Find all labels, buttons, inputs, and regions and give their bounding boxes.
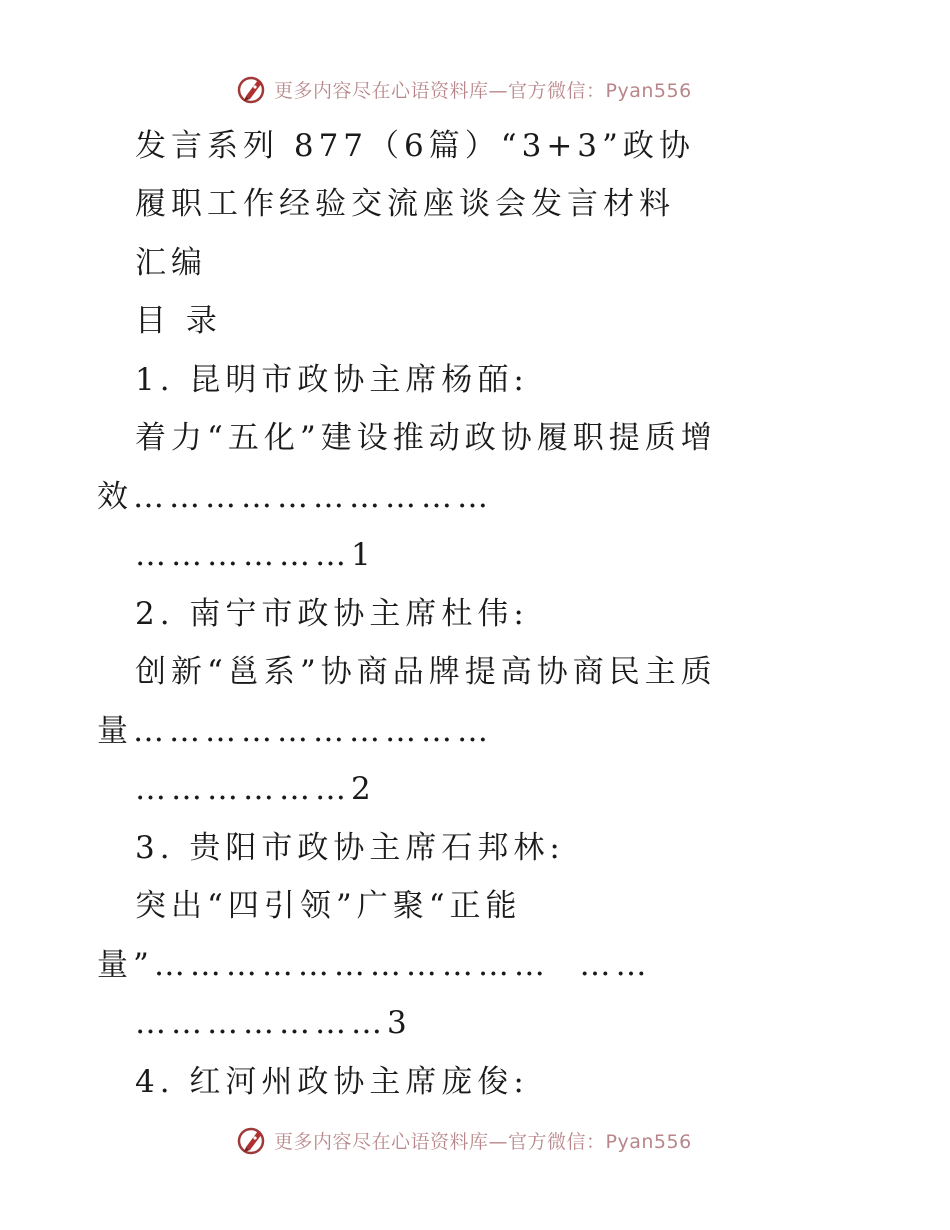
document-title-line-3: 汇编 (135, 245, 207, 281)
toc-entry-3-page: …………………3 (135, 1005, 412, 1041)
toc-entry-2-title: 创新“邕系”协商品牌提高协商民主质 (135, 654, 717, 690)
watermark-text: 更多内容尽在心语资料库—官方微信：Pyan556 (274, 79, 692, 102)
document-title-line-1: 发言系列 877（6篇）“3+3”政协 (135, 128, 695, 164)
watermark-banner-bottom (236, 1124, 692, 1156)
pen-nib-logo-icon (236, 1124, 268, 1156)
document-title-line-2: 履职工作经验交流座谈会发言材料 (135, 186, 675, 222)
toc-entry-1-title: 着力“五化”建设推动政协履职提质增 (135, 420, 717, 456)
toc-entry-2-title-wrap: 量………………………… (97, 713, 493, 749)
toc-entry-2-page: ………………2 (135, 771, 376, 807)
watermark-banner-top (236, 73, 692, 105)
toc-entry-1-speaker: 1. 昆明市政协主席杨皕: (135, 362, 529, 398)
toc-entry-4-speaker: 4. 红河州政协主席庞俊: (135, 1064, 529, 1100)
toc-heading: 目 录 (135, 303, 222, 339)
toc-entry-3-title: 突出“四引领”广聚“正能 (135, 888, 522, 924)
toc-entry-2-speaker: 2. 南宁市政协主席杜伟: (135, 596, 529, 632)
toc-entry-1-page: ………………1 (135, 537, 376, 573)
toc-entry-3-title-wrap: 量”…………………………… …… (97, 947, 652, 983)
pen-nib-logo-icon (236, 73, 268, 105)
watermark-text: 更多内容尽在心语资料库—官方微信：Pyan556 (274, 1130, 692, 1153)
toc-entry-3-speaker: 3. 贵阳市政协主席石邦林: (135, 830, 565, 866)
toc-entry-1-title-wrap: 效………………………… (97, 479, 493, 515)
